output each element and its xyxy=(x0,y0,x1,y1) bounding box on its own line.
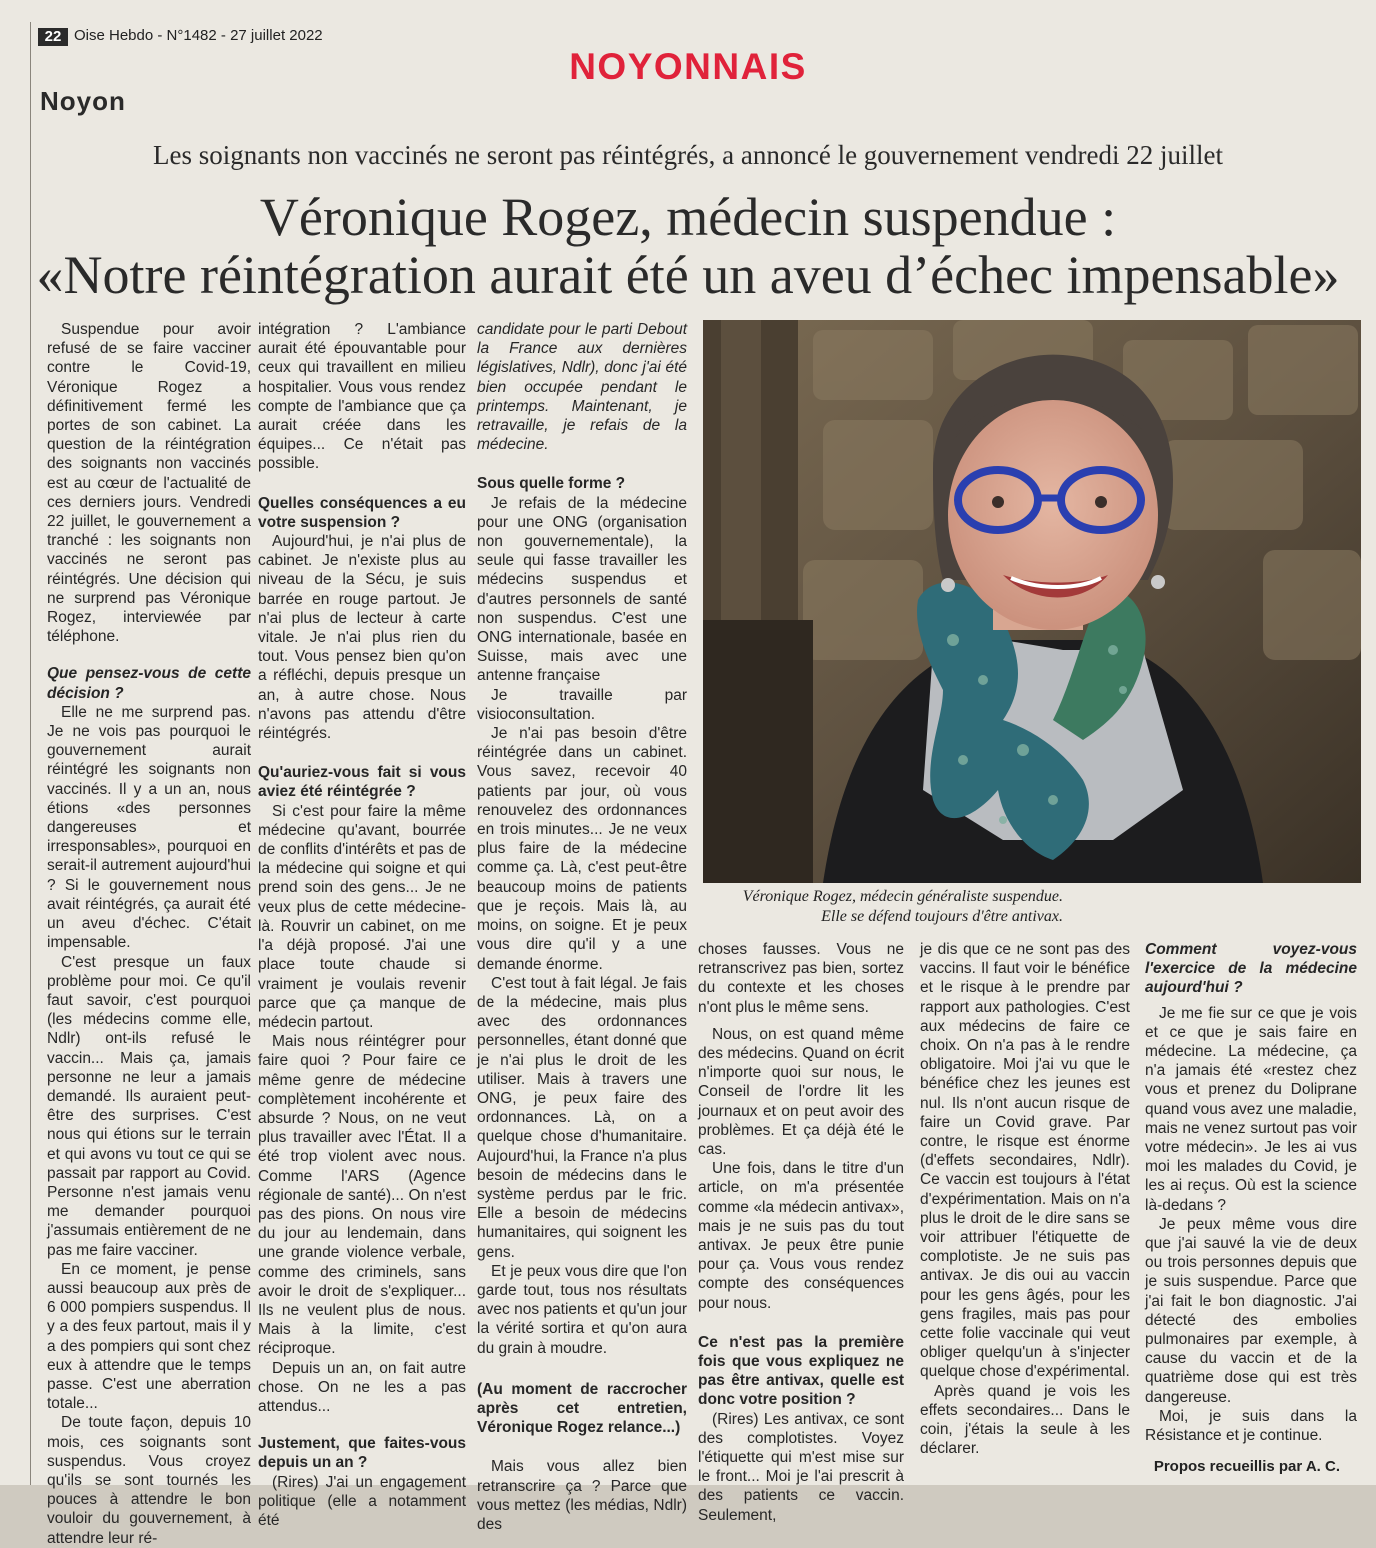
question: Sous quelle forme ? xyxy=(477,475,626,493)
headline-line2: «Notre réintégration aurait été un aveu d’échec impensable» xyxy=(36,245,1340,305)
paragraph: Je travaille par visioconsultation. xyxy=(477,686,687,723)
question: (Au moment de raccrocher après cet entretien, Véronique Rogez relance...) xyxy=(477,1380,687,1437)
paragraph: Mais nous réintégrer pour faire quoi ? Pour faire ce même genre de médecine complètement incohérente et absurde ? Nous, on ne veut plus travailler avec l'État. Il a été trop violent avec nous. Comme l'ARS (Agence régionale de santé)... On n'est pas des pions. On nous vire du jour au lendemain, dans une grande violence verbale, comme des criminels, sans avoir le droit de s'expliquer... Ils ne veulent plus de nous. Mais à la limite, c'est réciproque. xyxy=(258,1033,466,1358)
paragraph: Une fois, dans le titre d'un article, on m'a présentée comme «la médecin antivax», mais je ne suis pas du tout antivax. Je peux être punie pour ça. Vous vous rendez compte des conséquences pour nous. xyxy=(698,1160,904,1312)
section-title: NOYONNAIS xyxy=(569,46,807,87)
question: Ce n'est pas la première fois que vous expliquez ne pas être antivax, quelle est donc votre position ? xyxy=(698,1333,904,1409)
caption-line: Véronique Rogez, médecin généraliste suspendue. xyxy=(742,888,1063,905)
byline: Propos recueillis par A. C. xyxy=(1153,1458,1340,1475)
article-column-6 xyxy=(1145,940,1357,1445)
paragraph: Après quand je vois les effets secondaires... Dans le coin, j'étais la seule à les déclarer. xyxy=(920,1382,1130,1458)
paragraph: Moi, je suis dans la Résistance et je continue. xyxy=(1145,1407,1357,1445)
paragraph: Mais vous allez bien retranscrire ça ? Parce que vous mettez (les médias, Ndlr) des xyxy=(477,1458,687,1533)
paragraph: De toute façon, depuis 10 mois, ces soignants sont suspendus. Vous croyez qu'ils se sont tournés les pouces à attendre le bon vouloir du gouvernement, à attendre leur ré- xyxy=(47,1414,251,1547)
masthead: Oise Hebdo - N°1482 - 27 juillet 2022 xyxy=(74,27,323,44)
paragraph: C'est tout à fait légal. Je fais de la médecine, mais plus avec des ordonnances personnelles, étant donné que je n'ai plus le droit de les utiliser. Mais à travers une ONG, je peux faire des ordonnances. Là, on a quelque chose d'humanitaire. Aujourd'hui, la France n'a plus besoin de médecins dans le système perdus par le fric. Elle a besoin de médecins humanitaires, qui soignent les gens. xyxy=(477,974,687,1261)
paragraph: Si c'est pour faire la même médecine qu'avant, bourrée de conflits d'intérêts et pas de la médecine qui soigne et qui prend soin des gens... Je ne veux plus de cette médecine-là. Rouvrir un cabinet, on me l'a déjà proposé. J'ai une place toute chaude si vraiment je voulais revenir parce que ça manque de médecin partout. xyxy=(258,802,466,1031)
photo-caption xyxy=(703,887,1063,927)
paragraph: Nous, on est quand même des médecins. Quand on écrit n'importe quoi sur nous, le Conseil de l'ordre lit les journaux et on peut avoir des problèmes. Et ça déjà été le cas. xyxy=(698,1025,904,1159)
paragraph: Et je peux vous dire que l'on garde tout, tous nos résultats avec nos patients et qu'un jour la vérité sortira et qu'on aura du grain à moudre. xyxy=(477,1262,687,1357)
article-column-4 xyxy=(698,940,904,1525)
article-column-1 xyxy=(47,320,251,1548)
portrait-photo xyxy=(703,320,1361,883)
question: Que pensez-vous de cette décision ? xyxy=(47,665,251,702)
paragraph: candidate pour le parti Debout la France aux dernières législatives, Ndlr), donc j'ai été bien occupée pendant le printemps. Maintenant, je retravaille, je refais de la médecine. xyxy=(477,321,687,454)
page-number: 22 xyxy=(38,28,68,46)
question: Qu'auriez-vous fait si vous aviez été réintégrée ? xyxy=(258,764,466,801)
paragraph: Je me fie sur ce que je vois et ce que je sais faire en médecine. La médecine, ça n'a jamais été «restez chez vous et prenez du Doliprane quand vous avez une maladie, mais ne venez surtout pas voir votre médecin». Je les ai vus moi les malades du Covid, je les ai reçus. Où est la science là-dedans ? xyxy=(1145,1004,1357,1214)
paragraph: je dis que ce ne sont pas des vaccins. Il faut voir le bénéfice et le risque à le prendre par rapport aux pathologies. C'est aux médecins de faire ce choix. On n'a pas à le rendre obligatoire. Moi j'ai vu que le bénéfice chez les jeunes est nul. Ils n'ont aucun risque de faire un Covid grave. Par contre, le risque est énorme (d'effets secondaires, Ndlr). Ce vaccin est toujours à l'état d'expérimentation. Mais on n'a plus le droit de le dire sans se voir attribuer l'étiquette de complotiste. Je ne suis pas antivax. Je dis oui au vaccin pour les gens âgés, pour les gens fragiles, mais pas pour cette folie vaccinale qui veut obliger quelqu'un à s'injecter quelque chose d'expérimental. xyxy=(920,941,1130,1381)
paragraph: Je peux même vous dire que j'ai sauvé la vie de deux ou trois personnes depuis que je suis suspendue. Parce que j'ai fait le bon diagnostic. J'ai détecté des embolies pulmonaires par exemple, à cause du vaccin et de la quatrième dose qui est très dangereuse. xyxy=(1145,1215,1357,1406)
kicker: Les soignants non vaccinés ne seront pas réintégrés, a annoncé le gouvernement vendredi 22 juillet xyxy=(153,140,1223,170)
paragraph: Je n'ai pas besoin d'être réintégrée dans un cabinet. Vous savez, recevoir 40 patients par jour, où vous renouvelez des ordonnances en trois minutes... Je ne veux plus faire de la médecine comme ça. Là, c'est peut-être beaucoup moins de patients que je reçois. Mais là, au moins, on soigne. Et je peux vous dire qu'il y a une demande énorme. xyxy=(477,725,687,973)
intro-paragraph: Suspendue pour avoir refusé de se faire vacciner contre le Covid-19, Véronique Rogez a définitivement fermé les portes de son cabinet. La question de la réintégration des soignants non vaccinés est au cœur de l'actualité de ces derniers jours. Vendredi 22 juillet, le gouvernement a tranché : les soignants non vaccinés ne seront pas réintégrés. Une décision qui ne surprend pas Véronique Rogez, interviewée par téléphone. xyxy=(47,321,251,646)
paragraph: Depuis un an, on fait autre chose. On ne les a pas attendus... xyxy=(258,1359,466,1415)
paragraph: Je refais de la médecine pour une ONG (organisation non gouvernementale), la seule qui fasse travailler les médecins suspendus et d'autres personnels de santé non suspendus. C'est une ONG internationale, basée en Suisse, mais avec une antenne française xyxy=(477,494,687,685)
article-column-3 xyxy=(477,320,687,1534)
paragraph: Aujourd'hui, je n'ai plus de cabinet. Je n'existe plus au niveau de la Sécu, je suis barrée en rouge partout. Je n'ai plus de lecteur à carte vitale. Je n'ai plus rien du tout. Vous pensez bien qu'on a réfléchi, depuis presque un an, à autre chose. Nous n'avons pas attendu d'être réintégrés. xyxy=(258,533,466,743)
article-column-2 xyxy=(258,320,466,1530)
paragraph: En ce moment, je pense aussi beaucoup aux près de 6 000 pompiers suspendus. Il y a des feux partout, mais il y a des pompiers qui sont chez eux à attendre que le temps passe. C'est une aberration totale... xyxy=(47,1260,251,1413)
question: Comment voyez-vous l'exercice de la médecine aujourd'hui ? xyxy=(1145,941,1357,997)
caption-line: Elle se défend toujours d'être antivax. xyxy=(821,908,1063,925)
paragraph: (Rires) J'ai un engagement politique (elle a notamment été xyxy=(258,1473,466,1529)
paragraph: (Rires) Les antivax, ce sont des complotistes. Voyez l'étiquette qui m'est mise sur le front... Moi je l'ai prescrit à des patients ce vaccin. Seulement, xyxy=(698,1410,904,1524)
headline-line1: Véronique Rogez, médecin suspendue : xyxy=(259,187,1117,247)
paragraph: C'est presque un faux problème pour moi. Ce qu'il faut savoir, c'est pourquoi (les médecins comme elle, Ndlr) ont-ils refusé le vaccin... Mais ça, jamais personne ne leur a jamais demandé. Ils auraient peut-être des surprises. C'est nous qui étions sur le terrain et qui avons vu tout ce qui se passait par rapport au Covid. Personne n'est jamais venu me demander pourquoi j'assumais entièrement de ne pas me faire vacciner. xyxy=(47,953,251,1259)
question: Justement, que faites-vous depuis un an ? xyxy=(258,1435,466,1472)
topic-label: Noyon xyxy=(40,86,126,116)
paragraph: Elle ne me surprend pas. Je ne vois pas pourquoi le gouvernement aurait réintégré les soignants non vaccinés. Il y a un an, nous étions «des personnes dangereuses et irresponsables», pourquoi en serait-il autrement aujourd'hui ? Si le gouvernement nous avait réintégrés, ça aurait été un aveu d'échec. C'était impensable. xyxy=(47,703,251,952)
question: Quelles conséquences a eu votre suspension ? xyxy=(258,494,466,531)
paragraph: intégration ? L'ambiance aurait été épouvantable pour ceux qui travaillent en milieu hospitalier. Vous vous rendez compte de l'ambiance que ça aurait créée dans les équipes... Ce n'était pas possible. xyxy=(258,321,466,473)
paragraph: choses fausses. Vous ne retranscrivez pas bien, sortez du contexte et les choses n'ont plus le même sens. xyxy=(698,941,904,1016)
article-column-5 xyxy=(920,940,1130,1458)
